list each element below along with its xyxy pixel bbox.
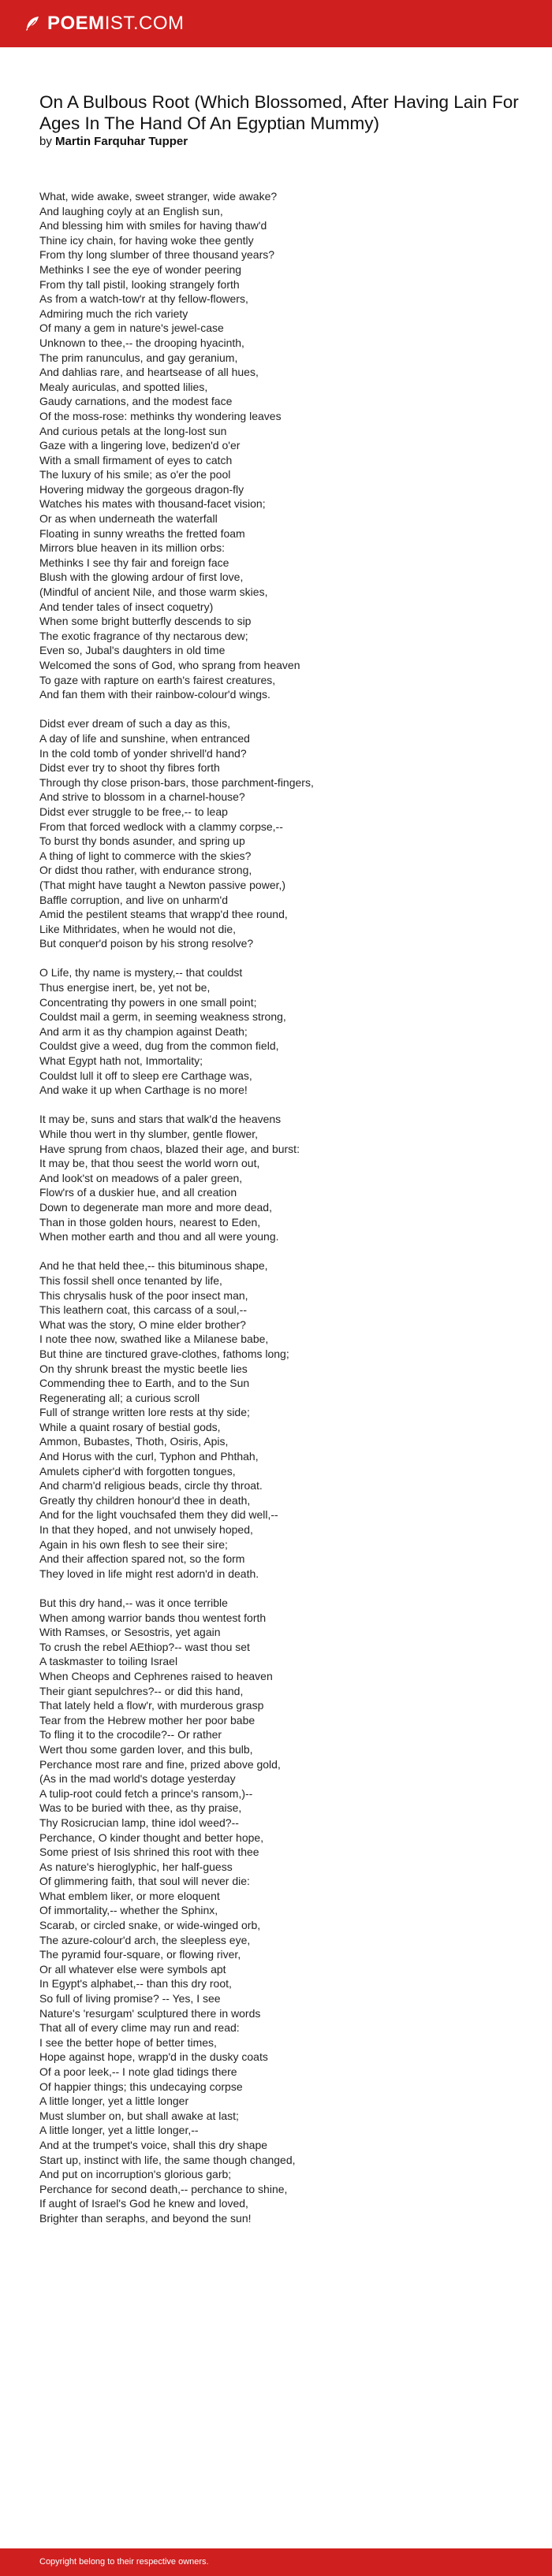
poem-line: Brighter than seraphs, and beyond the sun! [39,2211,252,2225]
poem-line: And he that held thee,-- this bituminous shape, [39,1259,268,1273]
copyright-notice: Copyright belong to their respective owners. [39,2557,209,2567]
poem-line: What emblem liker, or more eloquent [39,1889,220,1902]
poem-line: Than in those golden hours, nearest to Eden, [39,1215,261,1229]
poem-stanza [39,1112,528,1243]
poem-line: And strive to blossom in a charnel-house? [39,790,245,804]
poem-line: And charm'd religious beads, circle thy throat. [39,1479,263,1492]
poem-line: To burst thy bonds asunder, and spring up [39,835,245,848]
poem-line: Mirrors blue heaven in its million orbs: [39,541,225,555]
poem-line: On thy shrunk breast the mystic beetle lies [39,1362,248,1375]
poem-line: A day of life and sunshine, when entranced [39,731,250,745]
poem-line: While a quaint rosary of bestial gods, [39,1420,221,1433]
poem-line: Of glimmering faith, that soul will never die: [39,1875,250,1888]
poem-line: Hovering midway the gorgeous dragon-fly [39,482,244,496]
poem-line: Concentrating thy powers in one small point; [39,995,257,1009]
poem-line: Blush with the glowing ardour of first love, [39,571,244,584]
poem-line: I see the better hope of better times, [39,2035,217,2049]
poem-line: Of immortality,-- whether the Sphinx, [39,1904,218,1917]
poem-line: As nature's hieroglyphic, her half-guess [39,1860,233,1873]
poem-stanza [39,1596,528,2226]
poem-line: Down to degenerate man more and more dead, [39,1200,272,1214]
poem-line: The prim ranunculus, and gay geranium, [39,351,238,364]
poem-line: And laughing coyly at an English sun, [39,204,223,217]
poem-line: But this dry hand,-- was it once terrible [39,1597,228,1609]
poem-body [39,189,528,2240]
poem-line: If aught of Israel's God he knew and loved, [39,2197,248,2210]
poem-line: Gaudy carnations, and the modest face [39,395,233,408]
poem-line: Thy Rosicrucian lamp, thine idol weed?-- [39,1816,239,1829]
poem-line: Commending thee to Earth, and to the Sun [39,1377,250,1390]
poem-line: Perchance for second death,-- perchance to shine, [39,2182,288,2195]
poem-line: Or as when underneath the waterfall [39,512,218,526]
poem-line: When some bright butterfly descends to sip [39,615,252,628]
poem-line: Of the moss-rose: methinks thy wondering leaves [39,409,282,422]
poem-line: From thy long slumber of three thousand years? [39,248,275,262]
poem-line: While thou wert in thy slumber, gentle flower, [39,1128,259,1140]
poem-line: It may be, suns and stars that walk'd the heavens [39,1113,282,1126]
poem-line: And blessing him with smiles for having thaw'd [39,219,267,232]
poem-line: Couldst lull it off to sleep ere Carthage was, [39,1069,252,1082]
poem-line: A tulip-root could fetch a prince's ransom,)-- [39,1786,253,1800]
poem-line: The pyramid four-square, or flowing river, [39,1948,241,1961]
poem-line: Greatly thy children honour'd thee in death, [39,1493,251,1507]
poem-line: Mealy auriculas, and spotted lilies, [39,380,208,393]
poem-line: That lately held a flow'r, with murderous grasp [39,1699,264,1712]
poem-stanza [39,965,528,1097]
poem-line: Flow'rs of a duskier hue, and all creation [39,1186,237,1199]
logo-wordmark [47,11,185,36]
poem-line: And arm it as thy champion against Death; [39,1024,248,1038]
poem-line: Welcomed the sons of God, who sprang from heaven [39,659,300,671]
poem-line: Amid the pestilent steams that wrapp'd thee round, [39,908,288,921]
poem-line: To gaze with rapture on earth's fairest creatures, [39,673,276,686]
poem-line: The luxury of his smile; as o'er the pool [39,468,231,481]
poem-line: And look'st on meadows of a paler green, [39,1171,243,1184]
poem-line: Thine icy chain, for having woke thee gently [39,233,254,247]
poem-line: O Life, thy name is mystery,-- that couldst [39,966,243,979]
site-footer [0,2548,552,2576]
logo-wordmark-strong: POEM [47,13,105,34]
poem-line: In Egypt's alphabet,-- than this dry root, [39,1977,232,1991]
poem-line: And fan them with their rainbow-colour'd wings. [39,688,270,701]
poem-line: The exotic fragrance of thy nectarous dew; [39,629,248,642]
poem-line: Couldst give a weed, dug from the common field, [39,1039,279,1053]
poem-line: Regenerating all; a curious scroll [39,1391,200,1404]
poem-line: Didst ever try to shoot thy fibres forth [39,761,220,775]
poem-line: And for the light vouchsafed them they did well,-- [39,1508,278,1522]
poem-line: They loved in life might rest adorn'd in death. [39,1567,259,1580]
poem-line: Of a poor leek,-- I note glad tidings there [39,2065,237,2078]
poem-line: Start up, instinct with life, the same though changed, [39,2153,296,2166]
poem-line: Perchance most rare and fine, prized above gold, [39,1757,281,1771]
poem-line: Amulets cipher'd with forgotten tongues, [39,1464,236,1478]
site-logo[interactable] [24,11,185,36]
poem-line: Even so, Jubal's daughters in old time [39,644,226,657]
feather-icon [24,15,41,32]
poem-line: Baffle corruption, and live on unharm'd [39,893,229,906]
poem-line: Have sprung from chaos, blazed their age, and burst: [39,1142,300,1155]
poem-line: When Cheops and Cephrenes raised to heaven [39,1669,273,1682]
poem-line: Didst ever dream of such a day as this, [39,717,230,730]
poem-line: As from a watch-tow'r at thy fellow-flowers, [39,292,248,306]
poem-line: Didst ever struggle to be free,-- to leap [39,805,228,818]
poem-line: And curious petals at the long-lost sun [39,424,227,437]
poem-line: Unknown to thee,-- the drooping hyacinth, [39,336,244,349]
poem-line: What, wide awake, sweet stranger, wide awake? [39,190,278,203]
poem-line: Their giant sepulchres?-- or did this hand, [39,1684,244,1697]
poem-line: Nature's 'resurgam' sculptured there in words [39,2006,261,2020]
poem-line: When mother earth and thou and all were young. [39,1230,279,1243]
poem-line: It may be, that thou seest the world worn out, [39,1157,260,1170]
poem-line: From thy tall pistil, looking strangely forth [39,277,240,291]
logo-wordmark-light: IST.COM [104,13,185,34]
poem-line: This fossil shell once tenanted by life, [39,1273,222,1287]
poem-line: Thus energise inert, be, yet not be, [39,981,211,994]
author-link[interactable]: Martin Farquhar Tupper [55,135,188,148]
poem-line: With Ramses, or Sesostris, yet again [39,1626,221,1639]
poem-line: With a small firmament of eyes to catch [39,453,233,467]
by-label: by [39,135,52,148]
poem-line: From that forced wedlock with a clammy corpse,-- [39,820,283,833]
poem-line: Or didst thou rather, with endurance strong, [39,864,252,877]
poem-line: But conquer'd poison by his strong resolve? [39,937,254,950]
poem-line: Methinks I see the eye of wonder peering [39,262,242,276]
poem-line: And at the trumpet's voice, shall this dry shape [39,2138,268,2151]
poem-title: On A Bulbous Root (Which Blossomed, After Having Lain For Ages In The Hand Of An Egyptian Mummy) [39,92,519,133]
poem-line: Gaze with a lingering love, bedizen'd o'er [39,439,241,452]
poem-line: But thine are tinctured grave-clothes, fathoms long; [39,1347,289,1360]
poem-line: In the cold tomb of yonder shrivell'd hand? [39,746,247,760]
poem-line: And their affection spared not, so the form [39,1552,245,1566]
poem-line: (That might have taught a Newton passive power,) [39,878,286,891]
poem-line: A taskmaster to toiling Israel [39,1655,178,1668]
site-header [0,0,552,47]
poem-stanza [39,189,528,702]
poem-line: A little longer, yet a little longer,-- [39,2124,199,2137]
poem-line: This leathern coat, this carcass of a soul,-- [39,1303,247,1317]
poem-line: A thing of light to commerce with the skies? [39,849,252,862]
poem-line: So full of living promise? -- Yes, I see [39,1992,221,2005]
poem-line: (As in the mad world's dotage yesterday [39,1772,236,1786]
poem-line: Scarab, or circled snake, or wide-winged orb, [39,1919,261,1932]
poem-line: Floating in sunny wreaths the fretted foam [39,526,245,540]
poem-line: And dahlias rare, and heartsease of all hues, [39,366,259,379]
poem-line: In that they hoped, and not unwisely hoped, [39,1523,253,1537]
poem-line: Hope against hope, wrapp'd in the dusky coats [39,2050,268,2064]
poem-line: To crush the rebel AEthiop?-- wast thou set [39,1640,250,1653]
poem-line: Admiring much the rich variety [39,307,188,320]
poem-line: Through thy close prison-bars, those parchment-fingers, [39,775,314,789]
poem-line: Or all whatever else were symbols apt [39,1962,226,1976]
poem-line: (Mindful of ancient Nile, and those warm skies, [39,585,268,599]
poem-line: Must slumber on, but shall awake at last; [39,2109,239,2122]
poem-line: And Horus with the curl, Typhon and Phthah, [39,1450,259,1463]
poem-line: And put on incorruption's glorious garb; [39,2168,232,2181]
poem-line: What Egypt hath not, Immortality; [39,1054,203,1068]
poem-line: Again in his own flesh to see their sire; [39,1537,228,1551]
poem-line: This chrysalis husk of the poor insect man, [39,1288,248,1302]
poem-line: Was to be buried with thee, as thy praise, [39,1801,242,1815]
poem-byline [39,134,188,150]
poem-line: Couldst mail a germ, in seeming weakness strong, [39,1010,286,1024]
poem-line: A little longer, yet a little longer [39,2095,189,2108]
poem-line: Perchance, O kinder thought and better hope, [39,1831,264,1844]
poem-line: Tear from the Hebrew mother her poor babe [39,1713,255,1727]
poem-line: The azure-colour'd arch, the sleepless eye, [39,1933,251,1946]
poem-line: Like Mithridates, when he would not die, [39,922,237,935]
poem-line: And tender tales of insect coquetry) [39,600,214,613]
poem-line: When among warrior bands thou wentest forth [39,1611,267,1624]
poem-line: Some priest of Isis shrined this root with thee [39,1846,259,1859]
poem-line: And wake it up when Carthage is no more! [39,1084,248,1097]
poem-line: What was the story, O mine elder brother? [39,1318,246,1331]
poem-line: Ammon, Bubastes, Thoth, Osiris, Apis, [39,1435,229,1448]
poem-stanza [39,1258,528,1581]
poem-line: Full of strange written lore rests at thy side; [39,1406,250,1419]
poem-stanza [39,716,528,951]
poem-line: Watches his mates with thousand-facet vision; [39,497,266,511]
poem-line: Methinks I see thy fair and foreign face [39,556,229,569]
poem-line: I note thee now, swathed like a Milanese babe, [39,1333,269,1346]
poem-line: Of happier things; this undecaying corpse [39,2080,243,2093]
poem-line: Wert thou some garden lover, and this bulb, [39,1742,253,1756]
poem-line: Of many a gem in nature's jewel-case [39,322,224,335]
poem-line: To fling it to the crocodile?-- Or rather [39,1728,222,1741]
poem-line: That all of every clime may run and read: [39,2021,240,2035]
